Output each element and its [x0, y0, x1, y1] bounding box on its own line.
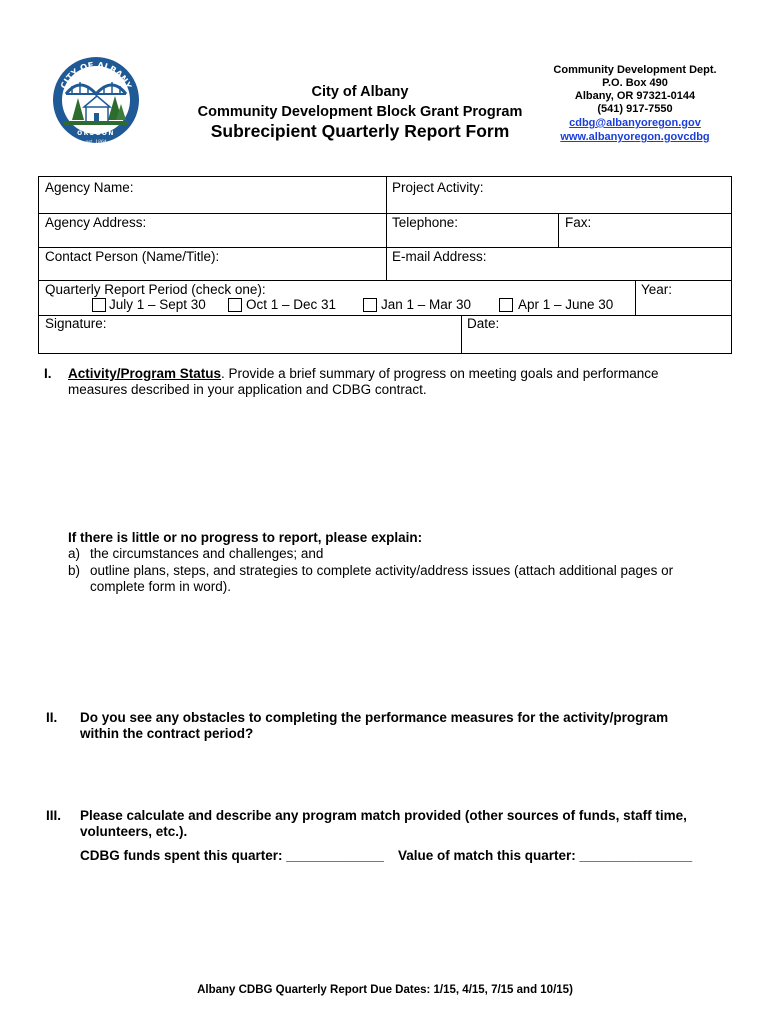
section-2-numeral: II.: [46, 710, 58, 725]
item-b-text-1: outline plans, steps, and strategies to complete activity/address issues (attach additional pages or: [90, 563, 674, 578]
footer-due-dates: Albany CDBG Quarterly Report Due Dates: 1/15, 4/15, 7/15 and 10/15): [197, 984, 573, 996]
period-label-oct-dec: Oct 1 – Dec 31: [246, 297, 337, 312]
checkbox-q3-jan-mar[interactable]: [363, 298, 377, 312]
section-3-line-2: volunteers, etc.).: [80, 824, 188, 839]
quarterly-period-label: Quarterly Report Period (check one):: [45, 282, 266, 297]
project-activity-field[interactable]: Project Activity:: [392, 180, 484, 195]
fax-field[interactable]: Fax:: [565, 215, 592, 230]
item-a-marker: a): [68, 546, 81, 561]
section-1-heading: Activity/Program Status: [68, 366, 222, 381]
period-label-july-sept: July 1 – Sept 30: [109, 297, 206, 312]
date-field[interactable]: Date:: [467, 316, 500, 331]
contact-city-state: Albany, OR 97321-0144: [574, 90, 696, 102]
seal-top-text: CITY OF ALBANY: [59, 60, 133, 91]
telephone-field[interactable]: Telephone:: [392, 215, 459, 230]
year-field[interactable]: Year:: [641, 282, 673, 297]
contact-person-field[interactable]: Contact Person (Name/Title):: [45, 249, 220, 264]
section-1-numeral: I.: [44, 366, 52, 381]
item-b-text-2: complete form in word).: [90, 579, 232, 594]
signature-field[interactable]: Signature:: [45, 316, 107, 331]
header-city: City of Albany: [311, 84, 409, 100]
item-a-text: the circumstances and challenges; and: [90, 546, 324, 561]
section-1-text-2: measures described in your application and CDBG contract.: [68, 382, 427, 397]
contact-po-box: P.O. Box 490: [602, 77, 668, 89]
contact-dept: Community Development Dept.: [553, 64, 717, 76]
item-b-marker: b): [68, 563, 81, 578]
email-address-field[interactable]: E-mail Address:: [392, 249, 487, 264]
section-2-line-2: within the contract period?: [80, 726, 254, 741]
agency-info-table: [38, 176, 732, 354]
city-seal-logo: [52, 50, 140, 150]
period-label-jan-mar: Jan 1 – Mar 30: [381, 297, 472, 312]
section-1-text-1: . Provide a brief summary of progress on meeting goals and performance: [221, 366, 659, 381]
form-title: Subrecipient Quarterly Report Form: [210, 121, 510, 141]
cdbg-funds-spent-field[interactable]: CDBG funds spent this quarter: _____________: [80, 848, 384, 863]
little-progress-heading: If there is little or no progress to report, please explain:: [68, 530, 423, 545]
checkbox-q2-oct-dec[interactable]: [228, 298, 242, 312]
contact-email-link[interactable]: cdbg@albanyoregon.gov: [569, 117, 701, 129]
agency-name-field[interactable]: Agency Name:: [45, 180, 134, 195]
section-3-numeral: III.: [46, 808, 62, 823]
section-3-line-1: Please calculate and describe any program match provided (other sources of funds, staff time,: [80, 808, 687, 823]
match-value-field[interactable]: Value of match this quarter: _______________: [398, 848, 693, 863]
contact-phone: (541) 917-7550: [597, 103, 673, 115]
checkbox-q4-apr-june[interactable]: [499, 298, 513, 312]
period-label-apr-june: Apr 1 – June 30: [518, 297, 614, 312]
seal-bottom-text: OREGON: [77, 130, 115, 137]
checkbox-q1-july-sept[interactable]: [92, 298, 106, 312]
section-1-line-1: [68, 366, 659, 382]
header-program: Community Development Block Grant Program: [197, 104, 523, 120]
seal-since-text: est. 1864: [85, 140, 107, 145]
agency-address-field[interactable]: Agency Address:: [45, 215, 147, 230]
contact-website-link[interactable]: www.albanyoregon.govcdbg: [560, 131, 710, 143]
section-2-line-1: Do you see any obstacles to completing the performance measures for the activity/program: [80, 710, 669, 725]
